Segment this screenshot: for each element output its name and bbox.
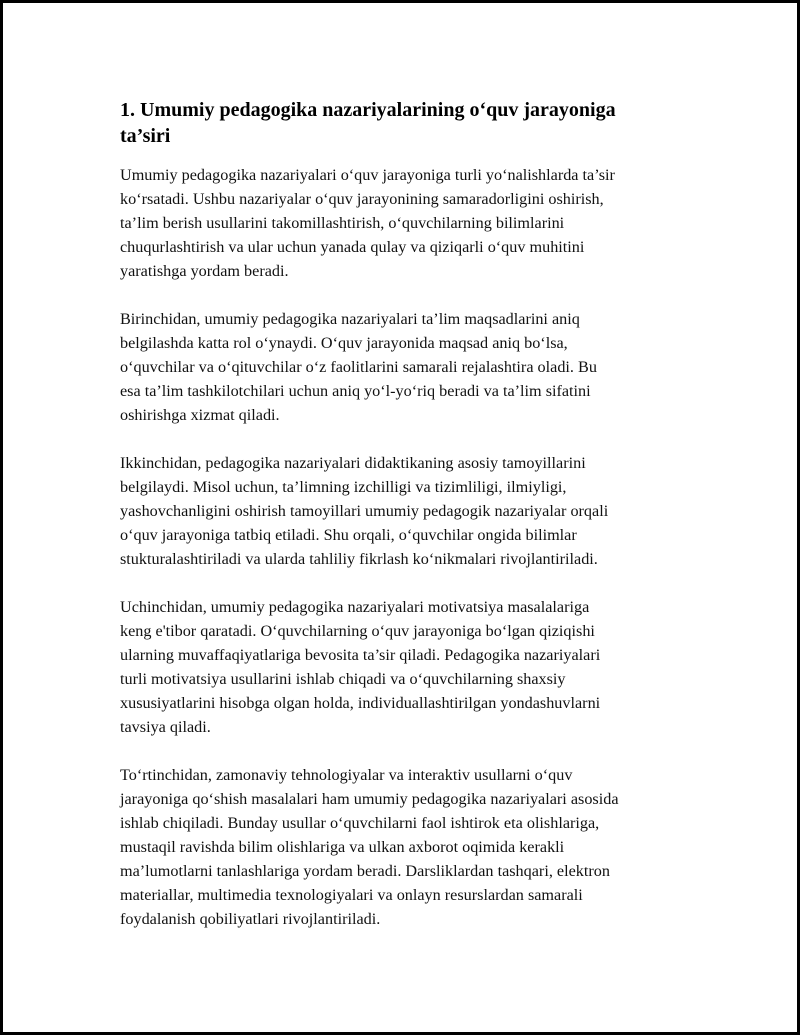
paragraph [120,595,710,739]
heading-line: ta’siri [120,125,171,147]
text-line: o‘quvchilar va o‘qituvchilar o‘z faolitlarini samarali rejalashtira oladi. Bu [120,358,597,376]
text-line: Umumiy pedagogika nazariyalari o‘quv jarayoniga turli yo‘nalishlarda ta’sir [120,166,615,184]
text-line: ma’lumotlarni tanlashlariga yordam beradi. Darsliklardan tashqari, elektron [120,862,610,880]
text-line: mustaqil ravishda bilim olishlariga va ulkan axborot oqimida kerakli [120,838,565,856]
text-line: ishlab chiqiladi. Bunday usullar o‘quvchilarni faol ishtirok eta olishlariga, [120,814,600,832]
text-line: tavsiya qiladi. [120,718,211,736]
document-body [120,97,710,955]
text-line: yaratishga yordam beradi. [120,262,289,280]
text-line: Ikkinchidan, pedagogika nazariyalari didaktikaning asosiy tamoyillarini [120,454,586,472]
text-line: ularning muvaffaqiyatlariga bevosita ta’sir qiladi. Pedagogika nazariyalari [120,646,601,664]
text-line: yashovchanligini oshirish tamoyillari umumiy pedagogik nazariyalar orqali [120,502,609,520]
text-line: materiallar, multimedia texnologiyalari va onlayn resurslardan samarali [120,886,583,904]
text-line: esa ta’lim tashkilotchilari uchun aniq yo‘l-yo‘riq beradi va ta’lim sifatini [120,382,591,400]
text-line: belgilashda katta rol o‘ynaydi. O‘quv jarayonida maqsad aniq bo‘lsa, [120,334,568,352]
section-heading [120,97,710,149]
text-line: belgilaydi. Misol uchun, ta’limning izchilligi va tizimliligi, ilmiyligi, [120,478,567,496]
text-line: jarayoniga qo‘shish masalalari ham umumiy pedagogika nazariyalari asosida [120,790,619,808]
text-line: keng e'tibor qaratadi. O‘quvchilarning o‘quv jarayoniga bo‘lgan qiziqishi [120,622,595,640]
text-line: oshirishga xizmat qiladi. [120,406,280,424]
text-line: ko‘rsatadi. Ushbu nazariyalar o‘quv jarayonining samaradorligini oshirish, [120,190,604,208]
text-line: To‘rtinchidan, zamonaviy tehnologiyalar va interaktiv usullarni o‘quv [120,766,573,784]
text-line: chuqurlashtirish va ular uchun yanada qulay va qiziqarli o‘quv muhitini [120,238,585,256]
text-line: foydalanish qobiliyatlari rivojlantiriladi. [120,910,381,928]
text-line: Uchinchidan, umumiy pedagogika nazariyalari motivatsiya masalalariga [120,598,590,616]
text-line: turli motivatsiya usullarini ishlab chiqadi va o‘quvchilarning shaxsiy [120,670,566,688]
text-line: ta’lim berish usullarini takomillashtirish, o‘quvchilarning bilimlarini [120,214,565,232]
paragraph [120,451,710,571]
heading-line: 1. Umumiy pedagogika nazariyalarining o‘quv jarayoniga [120,99,616,121]
text-line: stukturalashtiriladi va ularda tahliliy fikrlash ko‘nikmalari rivojlantiriladi. [120,550,598,568]
text-line: o‘quv jarayoniga tatbiq etiladi. Shu orqali, o‘quvchilar ongida bilimlar [120,526,577,544]
paragraph [120,763,710,931]
text-line: xususiyatlarini hisobga olgan holda, individuallashtirilgan yondashuvlarni [120,694,601,712]
paragraph [120,307,710,427]
text-line: Birinchidan, umumiy pedagogika nazariyalari ta’lim maqsadlarini aniq [120,310,580,328]
paragraph [120,163,710,283]
